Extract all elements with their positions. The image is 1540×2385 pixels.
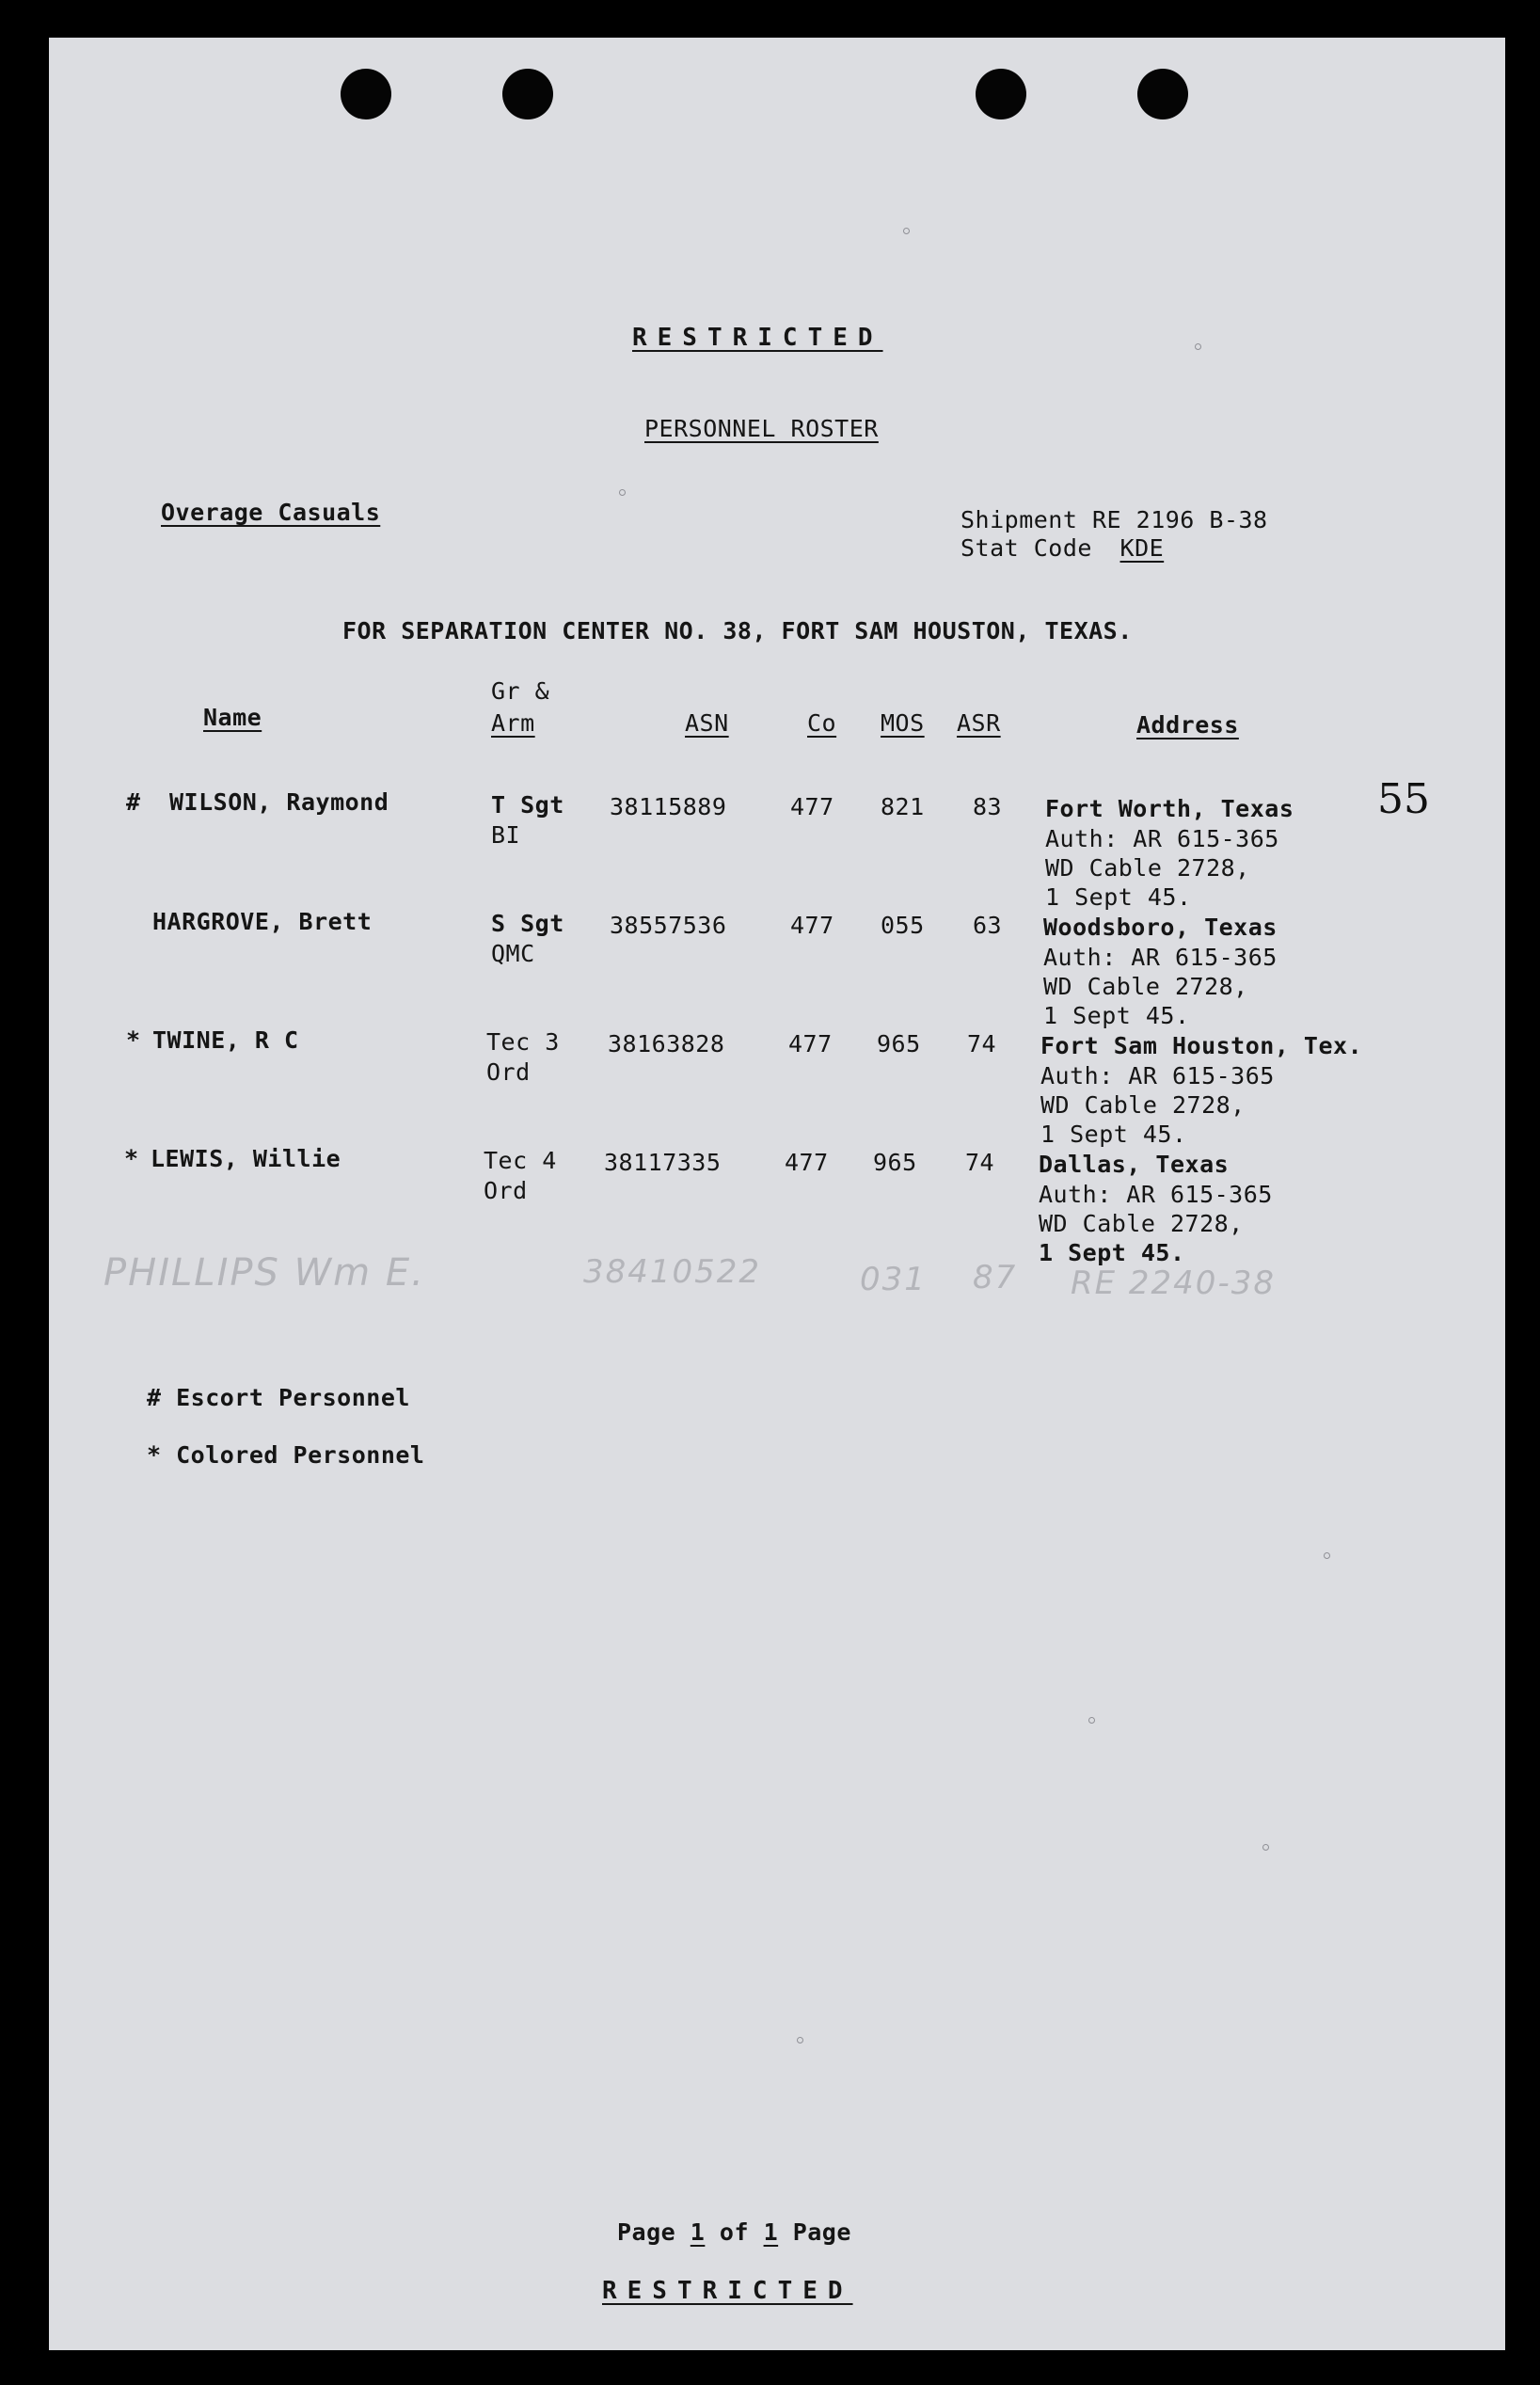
row-address-line: WD Cable 2728, [1045,854,1250,882]
stamp-number: 55 [1377,775,1430,823]
row-co: 477 [788,1030,833,1057]
row-asr: 74 [967,1030,997,1057]
page-of: of [719,2218,750,2246]
col-header-asn: ASN [685,709,729,737]
col-header-asr: ASR [957,709,1001,737]
row-mos: 965 [877,1030,921,1057]
paper-speck [1324,1552,1330,1559]
col-header-name: Name [203,704,262,731]
punch-hole [502,69,553,119]
row-name: HARGROVE, Brett [152,908,373,935]
restricted-header: RESTRICTED [632,324,883,352]
page-label: Page [617,2218,676,2246]
row-address-line: Auth: AR 615-365 [1043,944,1278,971]
stat-code-line [961,534,1177,562]
row-address-line: WD Cable 2728, [1039,1210,1244,1237]
row-asn: 38115889 [610,793,727,820]
group-label: Overage Casuals [161,499,381,526]
row-name: LEWIS, Willie [151,1145,341,1172]
stat-code-label: Stat Code [961,534,1092,562]
restricted-footer: RESTRICTED [602,2277,853,2305]
handwritten-asn: 38410522 [583,1253,762,1291]
paper-speck [903,228,910,234]
col-header-co: Co [807,709,837,737]
row-asn: 38163828 [608,1030,725,1057]
col-header-grade-2: Arm [491,709,535,737]
row-address-line: 1 Sept 45. [1043,1002,1190,1029]
row-name: WILSON, Raymond [169,788,389,816]
legend-escort: # Escort Personnel [147,1384,410,1411]
row-grade: Tec 3 [486,1028,560,1056]
row-arm: QMC [491,940,535,967]
row-address-line: Auth: AR 615-365 [1040,1062,1275,1089]
col-header-grade-1: Gr & [491,677,550,705]
legend-colored: * Colored Personnel [147,1441,425,1469]
row-asn: 38117335 [604,1149,722,1176]
row-mos: 055 [881,912,925,939]
shipment-line [961,506,1268,533]
handwritten-note: RE 2240-38 [1071,1264,1276,1302]
row-co: 477 [785,1149,829,1176]
document-page [49,38,1505,2350]
row-grade: T Sgt [491,791,564,819]
row-name: TWINE, R C [152,1026,299,1054]
stat-code-value: KDE [1119,534,1165,562]
row-grade: S Sgt [491,910,564,937]
row-arm: Ord [484,1177,528,1204]
row-address-line: Dallas, Texas [1039,1151,1230,1178]
row-mos: 821 [881,793,925,820]
paper-speck [797,2037,803,2043]
row-asn: 38557536 [610,912,727,939]
row-grade: Tec 4 [484,1147,557,1174]
destination-line: FOR SEPARATION CENTER NO. 38, FORT SAM HOUSTON, TEXAS. [342,617,1133,644]
row-arm: Ord [486,1058,531,1086]
row-asr: 63 [973,912,1003,939]
row-address-line: Auth: AR 615-365 [1045,825,1279,852]
shipment-label: Shipment [961,506,1078,533]
punch-hole [341,69,391,119]
row-address-line: Auth: AR 615-365 [1039,1181,1273,1208]
row-mark: * [126,1026,141,1054]
row-mark: * [124,1145,139,1172]
handwritten-name: PHILLIPS Wm E. [103,1251,425,1295]
row-address-line: 1 Sept 45. [1045,883,1192,911]
row-address-line: Fort Sam Houston, Tex. [1040,1032,1363,1059]
paper-speck [619,489,626,496]
col-header-address: Address [1136,711,1239,739]
shipment-value: RE 2196 B-38 [1091,506,1268,533]
row-address-line: WD Cable 2728, [1043,973,1248,1000]
row-co: 477 [790,912,834,939]
page-indicator [617,2218,851,2246]
row-co: 477 [790,793,834,820]
page-current: 1 [690,2218,706,2246]
row-address-line: 1 Sept 45. [1039,1239,1185,1266]
paper-speck [1195,343,1201,350]
paper-speck [1088,1717,1095,1724]
row-mos: 965 [873,1149,917,1176]
document-title: PERSONNEL ROSTER [644,415,879,442]
row-address-line: Fort Worth, Texas [1045,795,1294,822]
page-total: 1 [763,2218,779,2246]
row-address-line: 1 Sept 45. [1040,1121,1187,1148]
row-address-line: WD Cable 2728, [1040,1091,1246,1119]
punch-hole [976,69,1026,119]
col-header-mos: MOS [881,709,925,737]
handwritten-mos: 031 [860,1261,927,1298]
row-asr: 74 [965,1149,995,1176]
handwritten-asr: 87 [973,1259,1018,1296]
page-suffix: Page [792,2218,851,2246]
row-asr: 83 [973,793,1003,820]
punch-hole [1137,69,1188,119]
paper-speck [1262,1844,1269,1851]
row-arm: BI [491,821,521,849]
row-address-line: Woodsboro, Texas [1043,914,1278,941]
row-mark: # [126,788,141,816]
